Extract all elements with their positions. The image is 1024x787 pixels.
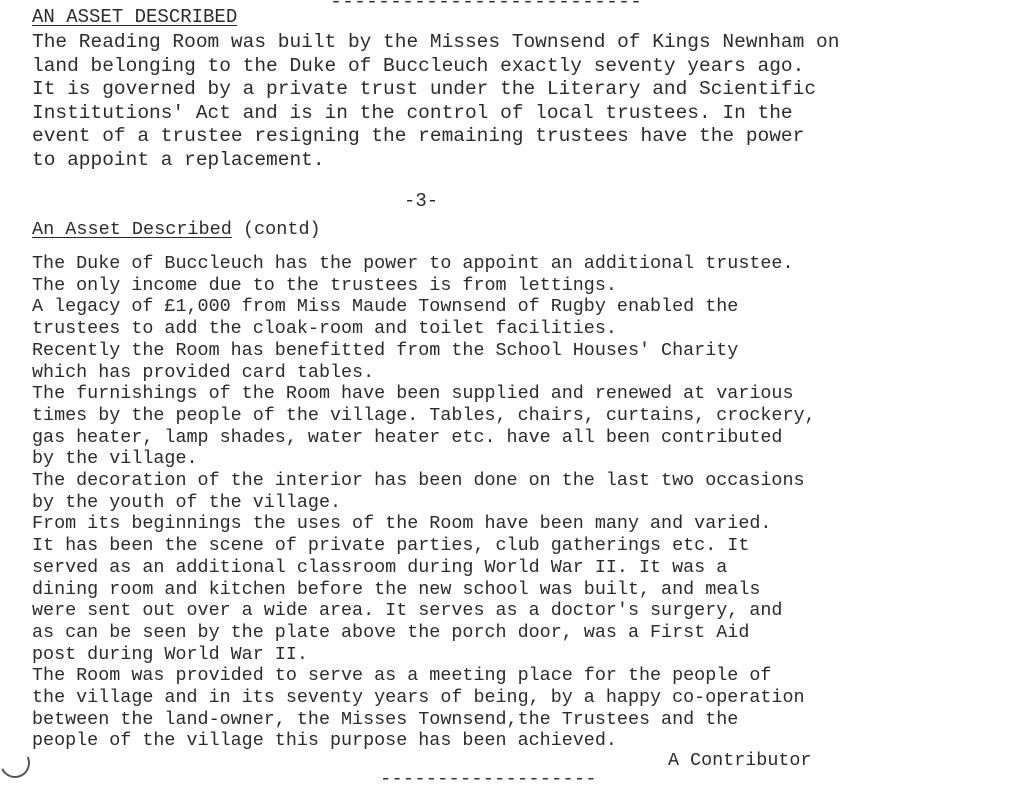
body-line: served as an additional classroom during World War II. It was a — [32, 556, 728, 578]
body-line: The Duke of Buccleuch has the power to appoint an additional trustee. — [32, 253, 794, 274]
body-line: trustees to add the cloak-room and toilet facilities. — [32, 318, 617, 340]
body-line: the village and in its seventy years of being, by a happy co-operation — [32, 687, 805, 709]
intro-line: Institutions' Act and is in the control of local trustees. In the — [32, 101, 793, 124]
body-line: The only income due to the trustees is from lettings. — [32, 274, 617, 296]
body-line: It has been the scene of private parties, club gatherings etc. It — [32, 535, 750, 557]
intro-paragraph — [32, 31, 839, 173]
continued-heading-title: An Asset Described — [32, 219, 232, 240]
punch-hole-mark — [0, 744, 34, 782]
body-line: Recently the Room has benefitted from the School Houses' Charity — [32, 339, 739, 361]
intro-line: It is governed by a private trust under the Literary and Scientific — [32, 78, 817, 101]
body-line: between the land-owner, the Misses Townsend,the Trustees and the — [32, 708, 739, 730]
body-line: The furnishings of the Room have been supplied and renewed at various — [32, 383, 794, 405]
body-line: From its beginnings the uses of the Room have been many and varied. — [32, 513, 772, 535]
intro-line: to appoint a replacement. — [32, 148, 325, 171]
continued-heading — [32, 219, 321, 241]
body-line: by the youth of the village. — [32, 491, 342, 513]
intro-line: The Reading Room was built by the Misses Townsend of Kings Newnham on — [32, 31, 840, 53]
body-line: as can be seen by the plate above the porch door, was a First Aid — [32, 621, 750, 643]
body-line: The decoration of the interior has been done on the last two occasions — [32, 470, 805, 492]
body-line: were sent out over a wide area. It serves as a doctor's surgery, and — [32, 600, 783, 622]
bottom-separator-rule: ------------------- — [380, 768, 597, 787]
body-text — [32, 253, 816, 752]
body-line: A legacy of £1,000 from Miss Maude Townsend of Rugby enabled the — [32, 296, 739, 318]
body-line: times by the people of the village. Tables, chairs, curtains, crockery, — [32, 404, 816, 426]
body-line: by the village. — [32, 448, 198, 470]
body-line: The Room was provided to serve as a meeting place for the people of — [32, 665, 772, 687]
continued-heading-suffix: (contd) — [231, 219, 321, 240]
body-line: dining room and kitchen before the new school was built, and meals — [32, 578, 761, 600]
signature: A Contributor — [668, 750, 812, 771]
body-line: post during World War II. — [32, 643, 308, 665]
top-separator-rule: -------------------------- — [330, 0, 643, 14]
section-heading: AN ASSET DESCRIBED — [32, 6, 238, 28]
page-number: -3- — [404, 190, 439, 212]
intro-line: event of a trustee resigning the remaining trustees have the power — [32, 125, 805, 148]
body-line: people of the village this purpose has been achieved. — [32, 730, 617, 752]
body-line: which has provided card tables. — [32, 361, 375, 383]
intro-line: land belonging to the Duke of Buccleuch exactly seventy years ago. — [32, 54, 805, 77]
body-line: gas heater, lamp shades, water heater etc. have all been contributed — [32, 426, 783, 448]
